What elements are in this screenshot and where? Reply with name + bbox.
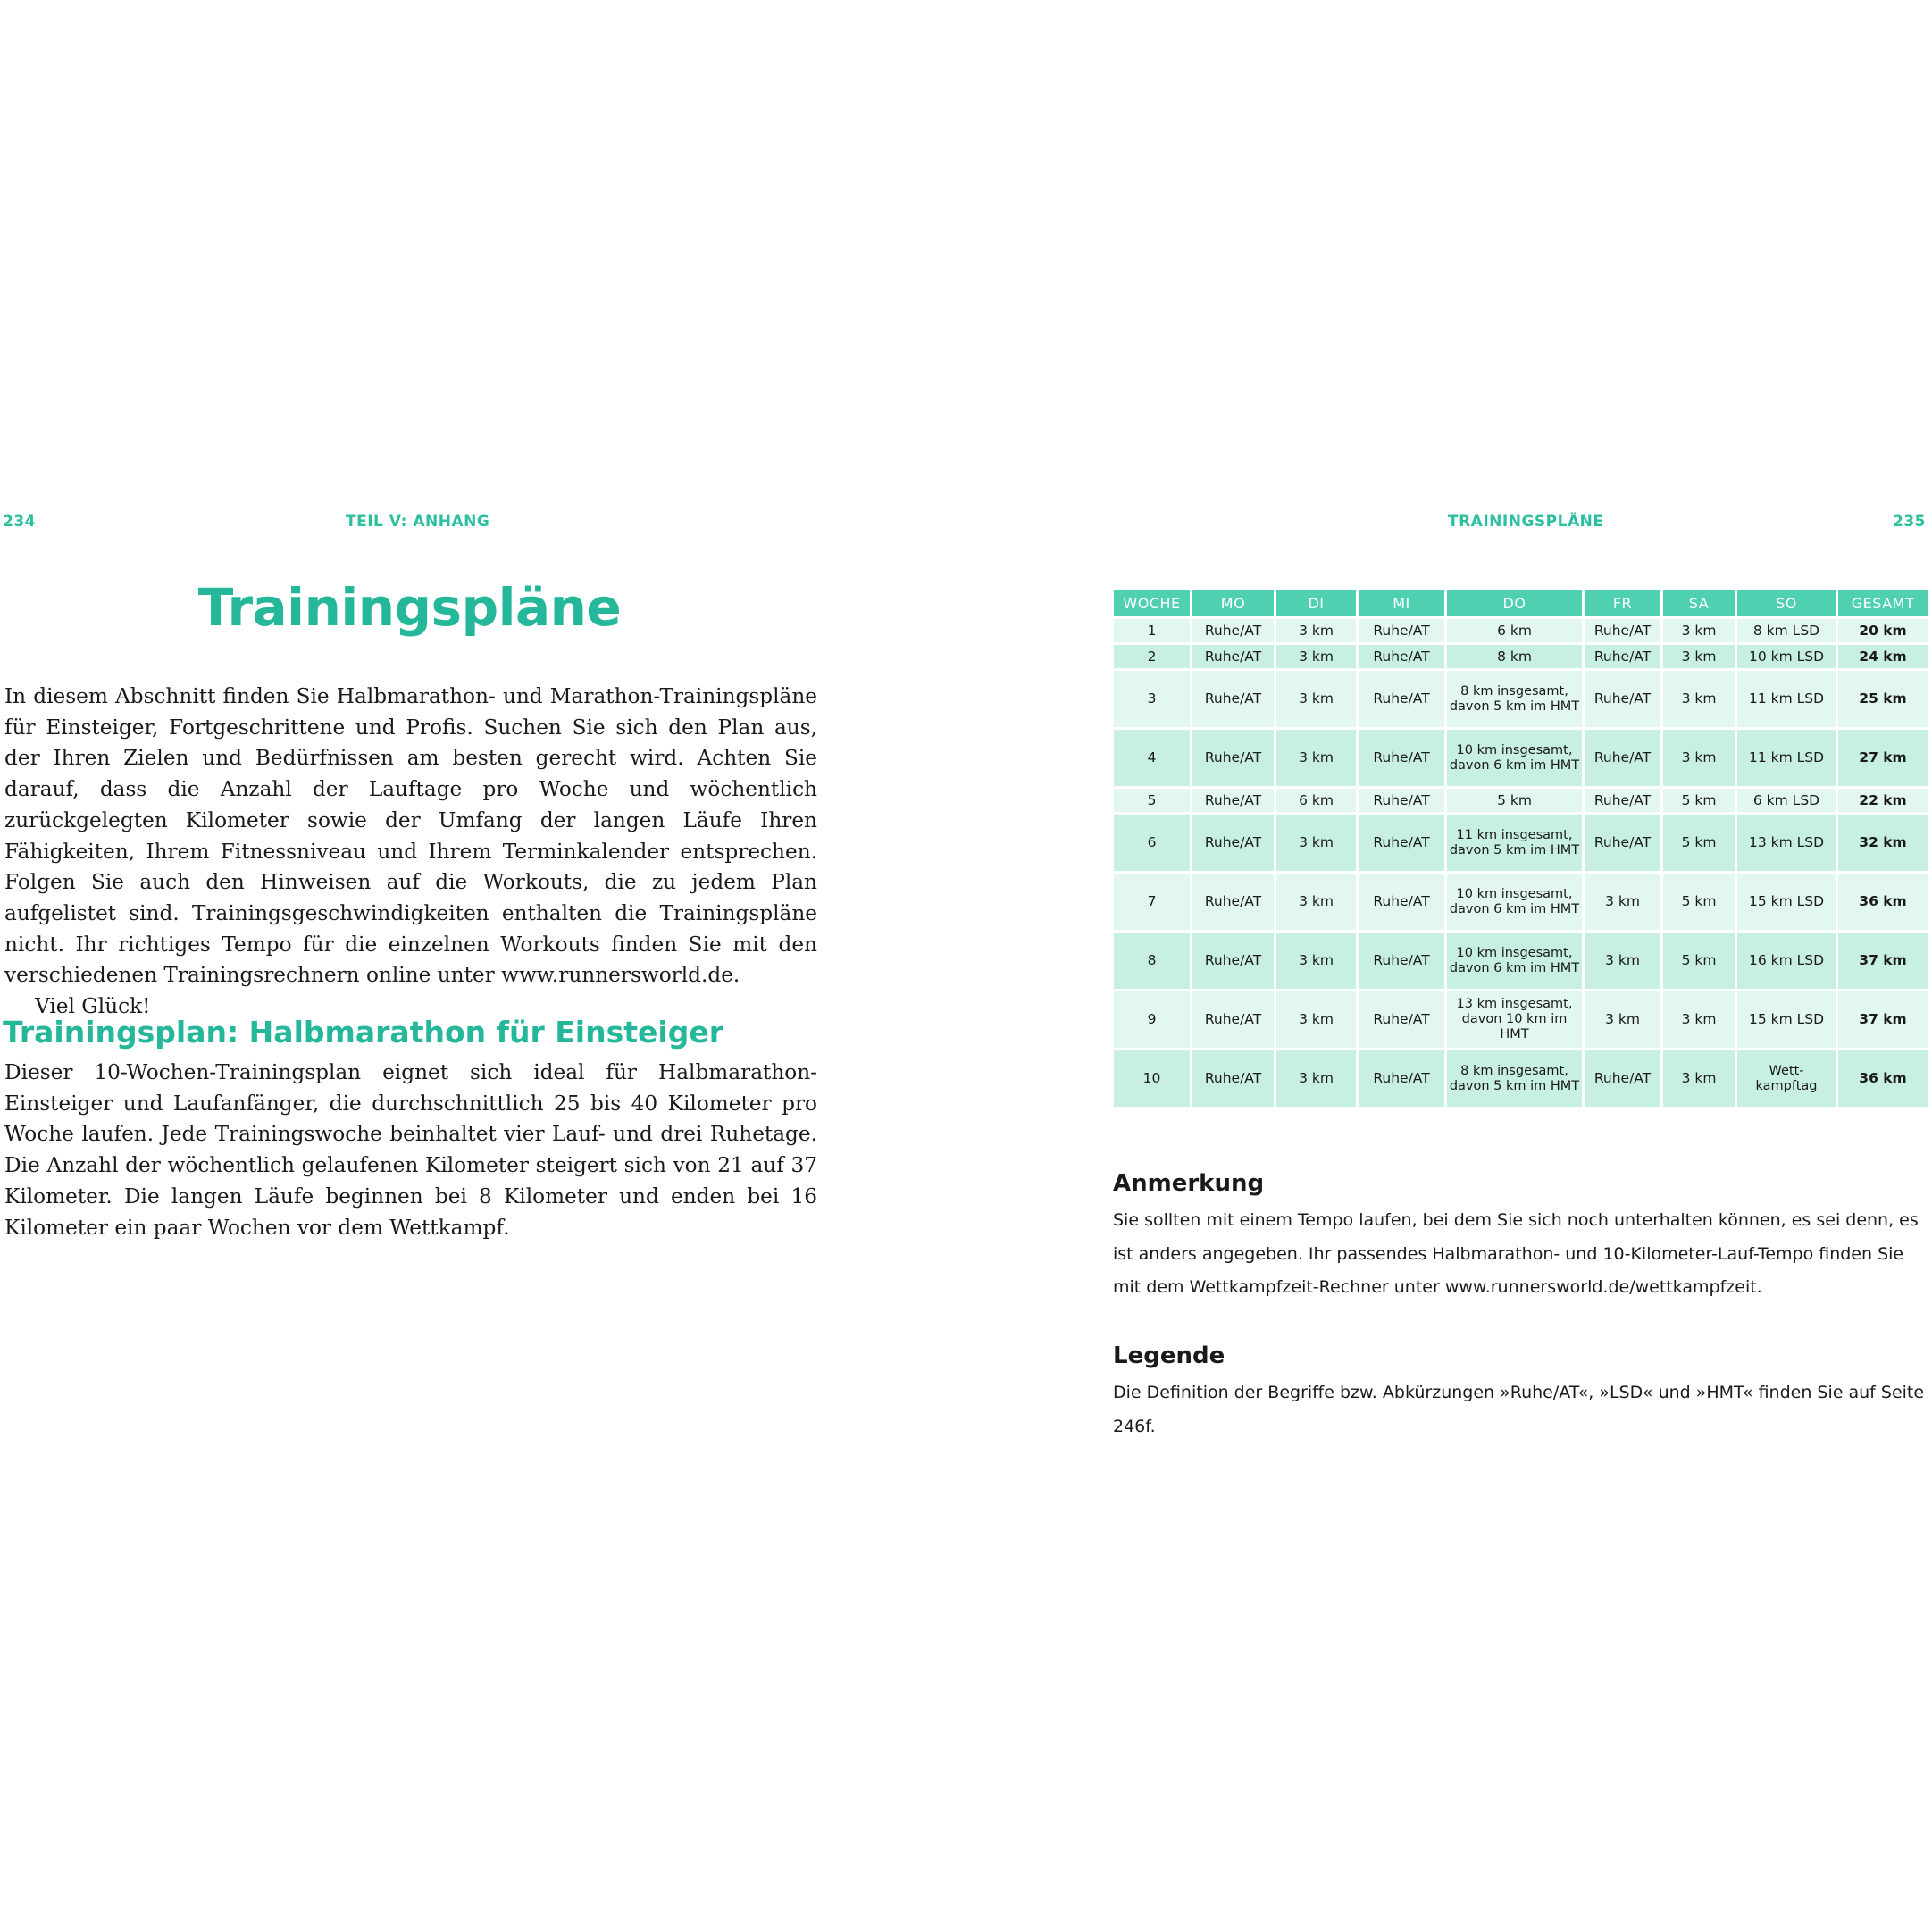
day-cell: Ruhe/AT	[1192, 814, 1275, 873]
intro-paragraph: In diesem Abschnitt finden Sie Halbmarathon- und Marathon-Trainingspläne für Einsteiger, Fortgeschrittene und Profis. Suchen Sie sich den Plan aus, der Ihren Zielen und Bedürfnissen am besten gerecht wird. Achten Sie darauf, dass die Anzahl der Lauftage pro Woche und wöchentlich zurückgelegten Kilometer sowie der Umfang der langen Läufe Ihren Fähigkeiten, Ihrem Fitnessniveau und Ihrem Terminkalender entsprechen. Folgen Sie auch den Hinweisen auf die Workouts, die zu jedem Plan aufgelistet sind. Trainingsgeschwindigkeiten enthalten die Trainingspläne nicht. Ihr richtiges Tempo für die einzelnen Workouts finden Sie mit den verschiedenen Trainingsrechnern online unter www.runnersworld.de.	[4, 684, 817, 988]
day-cell: 13 km insgesamt, davon 10 km im HMT	[1446, 991, 1584, 1050]
day-cell: Ruhe/AT	[1192, 1050, 1275, 1108]
day-cell: Ruhe/AT	[1192, 788, 1275, 814]
day-cell: Ruhe/AT	[1358, 670, 1446, 729]
day-cell: 8 km insgesamt, davon 5 km im HMT	[1446, 670, 1584, 729]
day-cell: 6 km LSD	[1736, 788, 1837, 814]
table-row	[1113, 644, 1929, 670]
total-cell: 27 km	[1837, 729, 1929, 788]
day-cell: 15 km LSD	[1736, 873, 1837, 932]
day-cell: 3 km	[1275, 1050, 1358, 1108]
table-row	[1113, 1050, 1929, 1108]
day-cell: 11 km LSD	[1736, 670, 1837, 729]
week-cell: 10	[1113, 1050, 1192, 1108]
day-cell: 5 km	[1662, 932, 1736, 991]
day-cell: 3 km	[1275, 873, 1358, 932]
table-row	[1113, 729, 1929, 788]
day-cell: Ruhe/AT	[1584, 1050, 1662, 1108]
table-row	[1113, 932, 1929, 991]
total-cell: 20 km	[1837, 618, 1929, 644]
day-cell: Ruhe/AT	[1192, 670, 1275, 729]
day-cell: 3 km	[1662, 1050, 1736, 1108]
day-cell: 3 km	[1584, 991, 1662, 1050]
day-cell: 8 km	[1446, 644, 1584, 670]
day-cell: Ruhe/AT	[1192, 932, 1275, 991]
left-page	[0, 0, 965, 1932]
header-cell: SA	[1662, 589, 1736, 618]
total-cell: 36 km	[1837, 1050, 1929, 1108]
day-cell: 3 km	[1662, 670, 1736, 729]
total-cell: 37 km	[1837, 991, 1929, 1050]
week-cell: 2	[1113, 644, 1192, 670]
week-cell: 5	[1113, 788, 1192, 814]
day-cell: 3 km	[1275, 991, 1358, 1050]
page-number-left: 234	[3, 513, 36, 531]
header-cell: DI	[1275, 589, 1358, 618]
note-text: Sie sollten mit einem Tempo laufen, bei dem Sie sich noch unterhalten können, es sei denn, es ist anders angegeben. Ihr passendes Halbmarathon- und 10-Kilometer-Lauf-Tempo finden Sie mit dem Wettkampfzeit-Rechner unter www.runnersworld.de/wettkampfzeit.	[1113, 1210, 1919, 1297]
day-cell: 3 km	[1275, 670, 1358, 729]
section-heading: Trainingsplan: Halbmarathon für Einsteiger	[3, 1015, 723, 1050]
total-cell: 32 km	[1837, 814, 1929, 873]
day-cell: Ruhe/AT	[1584, 814, 1662, 873]
day-cell: 11 km LSD	[1736, 729, 1837, 788]
week-cell: 4	[1113, 729, 1192, 788]
day-cell: Ruhe/AT	[1358, 788, 1446, 814]
day-cell: Ruhe/AT	[1584, 788, 1662, 814]
day-cell: 3 km	[1275, 618, 1358, 644]
day-cell: Ruhe/AT	[1358, 729, 1446, 788]
day-cell: Ruhe/AT	[1584, 618, 1662, 644]
day-cell: Ruhe/AT	[1192, 991, 1275, 1050]
day-cell: 3 km	[1662, 991, 1736, 1050]
total-cell: 24 km	[1837, 644, 1929, 670]
day-cell: 5 km	[1662, 873, 1736, 932]
day-cell: Ruhe/AT	[1358, 814, 1446, 873]
day-cell: 3 km	[1275, 644, 1358, 670]
day-cell: 3 km	[1275, 814, 1358, 873]
table-row	[1113, 618, 1929, 644]
header-cell: GESAMT	[1837, 589, 1929, 618]
legend-heading: Legende	[1113, 1342, 1225, 1369]
week-cell: 6	[1113, 814, 1192, 873]
week-cell: 7	[1113, 873, 1192, 932]
day-cell: Ruhe/AT	[1584, 729, 1662, 788]
total-cell: 36 km	[1837, 873, 1929, 932]
total-cell: 37 km	[1837, 932, 1929, 991]
header-cell: SO	[1736, 589, 1837, 618]
day-cell: 8 km insgesamt, davon 5 km im HMT	[1446, 1050, 1584, 1108]
day-cell: 8 km LSD	[1736, 618, 1837, 644]
training-plan-table	[1111, 587, 1930, 1109]
day-cell: 10 km insgesamt, davon 6 km im HMT	[1446, 873, 1584, 932]
right-page	[1111, 0, 1932, 1932]
day-cell: 6 km	[1275, 788, 1358, 814]
section-paragraph: Dieser 10-Wochen-Trainingsplan eignet sich ideal für Halbmarathon-Einsteiger und Laufanfänger, die durchschnittlich 25 bis 40 Kilometer pro Woche laufen. Jede Trainingswoche beinhaltet vier Lauf- und drei Ruhetage. Die Anzahl der wöchentlich gelaufenen Kilometer steigert sich von 21 auf 37 Kilometer. Die langen Läufe beginnen bei 8 Kilometer und enden bei 16 Kilometer ein paar Wochen vor dem Wettkampf.	[4, 1060, 817, 1240]
table-row	[1113, 814, 1929, 873]
header-cell: FR	[1584, 589, 1662, 618]
header-cell: MI	[1358, 589, 1446, 618]
day-cell: 10 km insgesamt, davon 6 km im HMT	[1446, 932, 1584, 991]
note-heading: Anmerkung	[1113, 1170, 1265, 1197]
header-cell: WOCHE	[1113, 589, 1192, 618]
day-cell: 3 km	[1275, 932, 1358, 991]
day-cell: Ruhe/AT	[1584, 670, 1662, 729]
day-cell: Ruhe/AT	[1192, 644, 1275, 670]
day-cell: 3 km	[1662, 644, 1736, 670]
day-cell: Ruhe/AT	[1584, 644, 1662, 670]
table-body	[1113, 618, 1929, 1108]
table-row	[1113, 670, 1929, 729]
day-cell: Ruhe/AT	[1358, 1050, 1446, 1108]
closing-line: Viel Glück!	[35, 994, 151, 1019]
day-cell: 3 km	[1584, 873, 1662, 932]
page-number-right: 235	[1893, 513, 1926, 531]
week-cell: 9	[1113, 991, 1192, 1050]
table-row	[1113, 788, 1929, 814]
running-head-right: TRAININGSPLÄNE	[1448, 513, 1604, 531]
day-cell: 5 km	[1662, 814, 1736, 873]
week-cell: 3	[1113, 670, 1192, 729]
day-cell: 3 km	[1584, 932, 1662, 991]
day-cell: 6 km	[1446, 618, 1584, 644]
day-cell: 3 km	[1662, 729, 1736, 788]
day-cell: Wett-kampftag	[1736, 1050, 1837, 1108]
total-cell: 25 km	[1837, 670, 1929, 729]
day-cell: 11 km insgesamt, davon 5 km im HMT	[1446, 814, 1584, 873]
day-cell: 15 km LSD	[1736, 991, 1837, 1050]
table-header-row	[1113, 589, 1929, 618]
section-text	[4, 1058, 817, 1243]
day-cell: Ruhe/AT	[1192, 729, 1275, 788]
day-cell: Ruhe/AT	[1358, 618, 1446, 644]
intro-text	[4, 682, 817, 1023]
day-cell: 13 km LSD	[1736, 814, 1837, 873]
day-cell: Ruhe/AT	[1358, 932, 1446, 991]
day-cell: Ruhe/AT	[1358, 991, 1446, 1050]
day-cell: 3 km	[1275, 729, 1358, 788]
day-cell: Ruhe/AT	[1358, 873, 1446, 932]
day-cell: 5 km	[1446, 788, 1584, 814]
running-head-left: TEIL V: ANHANG	[346, 513, 490, 531]
page-title: Trainingspläne	[197, 577, 622, 638]
day-cell: Ruhe/AT	[1192, 873, 1275, 932]
day-cell: 10 km LSD	[1736, 644, 1837, 670]
day-cell: 16 km LSD	[1736, 932, 1837, 991]
day-cell: 5 km	[1662, 788, 1736, 814]
day-cell: 3 km	[1662, 618, 1736, 644]
total-cell: 22 km	[1837, 788, 1929, 814]
day-cell: Ruhe/AT	[1358, 644, 1446, 670]
header-cell: DO	[1446, 589, 1584, 618]
week-cell: 8	[1113, 932, 1192, 991]
table-row	[1113, 873, 1929, 932]
table-row	[1113, 991, 1929, 1050]
day-cell: 10 km insgesamt, davon 6 km im HMT	[1446, 729, 1584, 788]
header-cell: MO	[1192, 589, 1275, 618]
day-cell: Ruhe/AT	[1192, 618, 1275, 644]
week-cell: 1	[1113, 618, 1192, 644]
legend-text: Die Definition der Begriffe bzw. Abkürzungen »Ruhe/AT«, »LSD« und »HMT« finden Sie auf Seite 246f.	[1113, 1383, 1925, 1436]
